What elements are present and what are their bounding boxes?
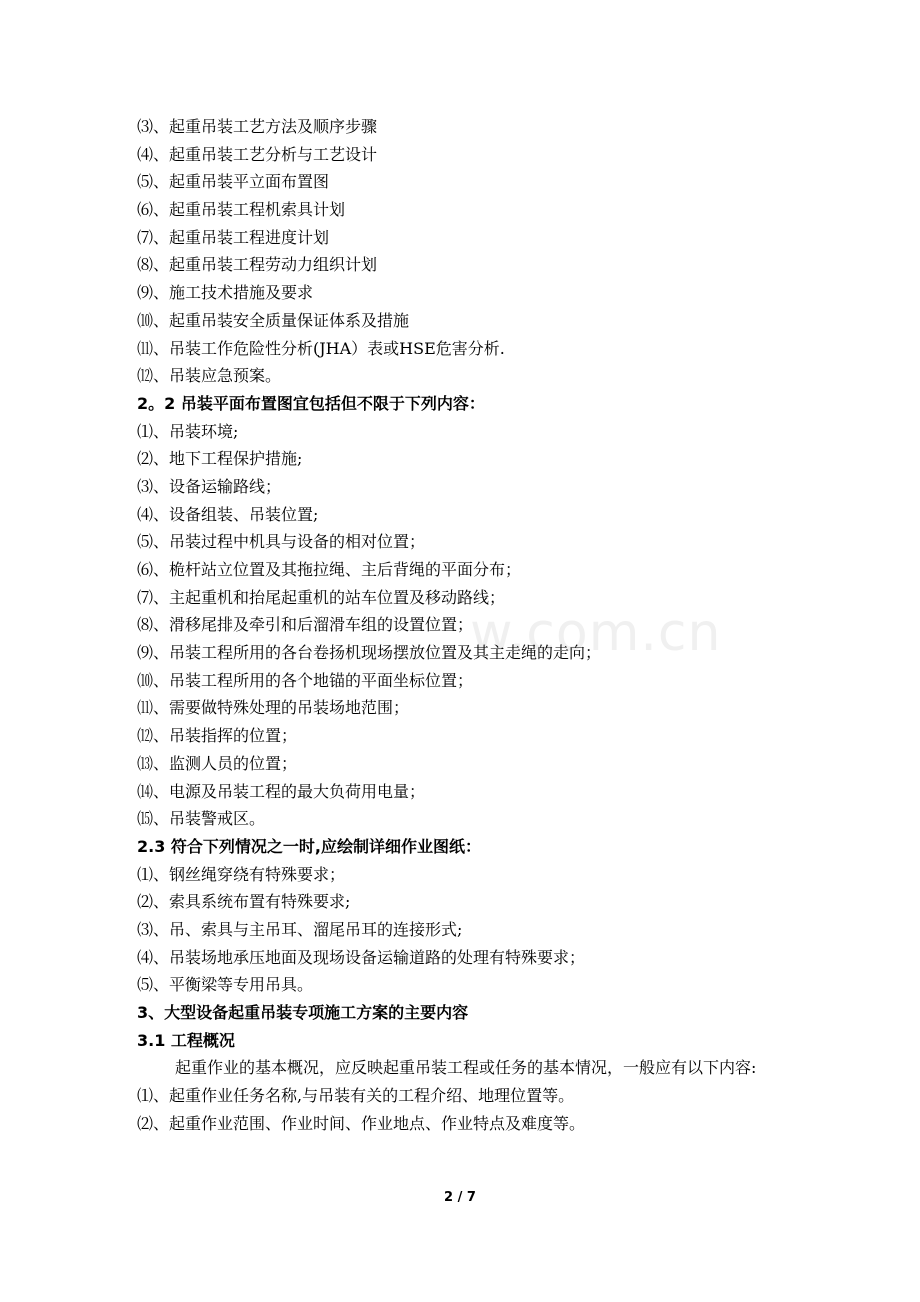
list-item: ⑵、索具系统布置有特殊要求; <box>137 892 351 912</box>
list-item: ⑺、起重吊装工程进度计划 <box>137 227 330 247</box>
list-item: ⑷、设备组装、吊装位置; <box>137 504 319 524</box>
section-heading-3: 3、大型设备起重吊装专项施工方案的主要内容 <box>137 1003 469 1022</box>
list-item: ⑶、设备运输路线； <box>137 476 282 496</box>
list-item: ⑻、起重吊装工程劳动力组织计划 <box>137 255 378 275</box>
list-item: ⑽、吊装工程所用的各个地锚的平面坐标位置； <box>137 670 474 690</box>
paragraph-3-1: 起重作业的基本概况，应反映起重吊装工程或任务的基本情况，一般应有以下内容: <box>175 1058 757 1078</box>
list-item: ⑶、吊、索具与主吊耳、溜尾吊耳的连接形式; <box>137 919 463 939</box>
list-item: ⑸、起重吊装平立面布置图 <box>137 172 330 192</box>
list-item: ⑷、吊装场地承压地面及现场设备运输道路的处理有特殊要求； <box>137 947 586 967</box>
list-item: ⑴、吊装环境; <box>137 421 239 441</box>
list-item: ⑺、主起重机和抬尾起重机的站车位置及移动路线； <box>137 587 506 607</box>
list-item: ⑹、桅杆站立位置及其拖拉绳、主后背绳的平面分布； <box>137 560 522 579</box>
list-item: ⑽、起重吊装安全质量保证体系及措施 <box>137 310 410 330</box>
list-item: ⑾、需要做特殊处理的吊装场地范围； <box>137 698 410 718</box>
list-item: ⑼、施工技术措施及要求 <box>137 283 314 303</box>
list-item: ⒁、电源及吊装工程的最大负荷用电量； <box>137 781 426 801</box>
section-heading-3-1: 3.1 工程概况 <box>137 1030 235 1050</box>
list-item: ⑴、钢丝绳穿绕有特殊要求； <box>137 864 346 884</box>
list-item: ⑷、起重吊装工艺分析与工艺设计 <box>137 144 378 164</box>
list-item: ⑸、吊装过程中机具与设备的相对位置； <box>137 532 426 552</box>
list-item: ⑿、吊装指挥的位置； <box>137 726 298 746</box>
page-number: 2 / 7 <box>444 1190 476 1205</box>
list-item: ⑻、滑移尾排及牵引和后溜滑车组的设置位置； <box>137 615 474 635</box>
list-item: ⒂、吊装警戒区。 <box>137 809 266 829</box>
list-item: ⑵、地下工程保护措施; <box>137 449 303 469</box>
list-item: ⒀、监测人员的位置； <box>137 753 298 773</box>
list-item: ⑴、起重作业任务名称,与吊装有关的工程介绍、地理位置等。 <box>137 1086 575 1106</box>
section-heading-2-3: 2.3 符合下列情况之一时,应绘制详细作业图纸： <box>137 836 481 856</box>
list-item: ⑼、吊装工程所用的各台卷扬机现场摆放位置及其主走绳的走向； <box>137 643 602 663</box>
list-item: ⑹、起重吊装工程机索具计划 <box>137 200 346 220</box>
list-item: ⑶、起重吊装工艺方法及顺序步骤 <box>137 117 378 136</box>
list-item: ⑸、平衡梁等专用吊具。 <box>137 975 314 995</box>
list-item: ⑿、吊装应急预案。 <box>137 366 282 386</box>
section-heading-2-2: 2。2 吊装平面布置图宜包括但不限于下列内容： <box>137 393 485 413</box>
watermark: w.com.cn <box>470 603 722 663</box>
document-body <box>137 113 797 1137</box>
list-item: ⑾、吊装工作危险性分析(JHA）表或HSE危害分析. <box>137 338 505 358</box>
list-item: ⑵、起重作业范围、作业时间、作业地点、作业特点及难度等。 <box>137 1113 586 1133</box>
